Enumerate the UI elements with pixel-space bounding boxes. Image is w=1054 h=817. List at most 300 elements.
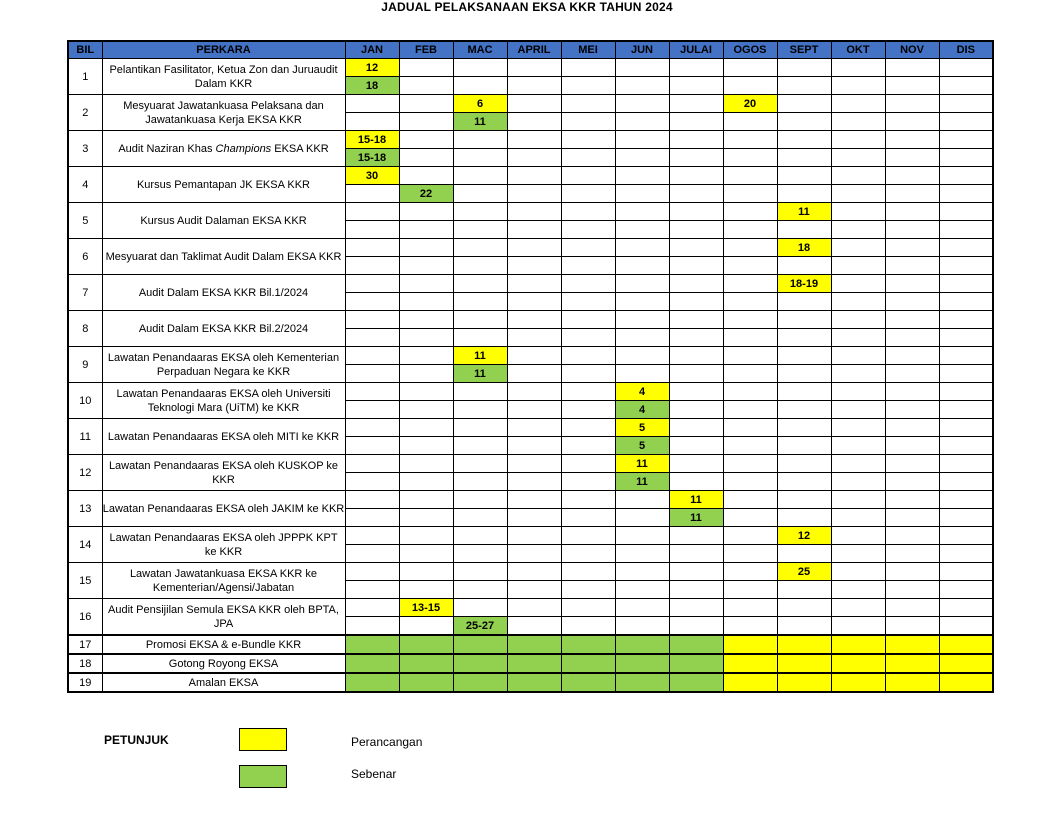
actual-cell-mei (561, 221, 615, 239)
plan-cell-feb (399, 167, 453, 185)
plan-cell-ogos (723, 383, 777, 401)
plan-cell-okt (831, 203, 885, 221)
month-header-mei: MEI (561, 41, 615, 59)
actual-cell-nov (885, 617, 939, 636)
actual-cell-dis (939, 221, 993, 239)
actual-cell-jan: 18 (345, 77, 399, 95)
actual-cell-feb (399, 149, 453, 167)
actual-cell-jun: 11 (615, 473, 669, 491)
actual-cell-mei (561, 617, 615, 636)
plan-cell-okt (831, 167, 885, 185)
plan-cell-mac (453, 167, 507, 185)
actual-cell-feb (399, 581, 453, 599)
plan-cell-jun (615, 491, 669, 509)
plan-cell-jan (345, 455, 399, 473)
actual-cell-mac (453, 185, 507, 203)
month-header-julai: JULAI (669, 41, 723, 59)
actual-cell-april (507, 654, 561, 673)
actual-cell-mei (561, 293, 615, 311)
actual-cell-sept (777, 113, 831, 131)
plan-cell-nov (885, 599, 939, 617)
plan-cell-jun (615, 275, 669, 293)
plan-cell-mac (453, 599, 507, 617)
actual-cell-julai (669, 293, 723, 311)
plan-cell-jan (345, 599, 399, 617)
actual-cell-feb (399, 509, 453, 527)
plan-cell-ogos (723, 239, 777, 257)
schedule-row (68, 311, 993, 329)
actual-cell-julai (669, 581, 723, 599)
plan-cell-feb (399, 383, 453, 401)
actual-cell-jun (615, 113, 669, 131)
row-activity: Promosi EKSA & e-Bundle KKR (102, 635, 345, 654)
plan-cell-dis (939, 599, 993, 617)
actual-cell-jun (615, 365, 669, 383)
plan-cell-jan: 12 (345, 59, 399, 77)
actual-cell-julai (669, 617, 723, 636)
legend-actual-label: Sebenar (351, 767, 397, 781)
actual-cell-okt (831, 77, 885, 95)
actual-cell-april (507, 401, 561, 419)
plan-cell-jun (615, 59, 669, 77)
plan-cell-feb (399, 203, 453, 221)
plan-cell-nov (885, 203, 939, 221)
header-bil: BIL (68, 41, 102, 59)
actual-cell-mac: 11 (453, 113, 507, 131)
row-activity: Lawatan Penandaaras EKSA oleh JAKIM ke KKR (102, 491, 345, 527)
row-activity: Lawatan Penandaaras EKSA oleh Kementerian Perpaduan Negara ke KKR (102, 347, 345, 383)
plan-cell-april (507, 275, 561, 293)
actual-cell-julai (669, 77, 723, 95)
row-number: 6 (68, 239, 102, 275)
actual-cell-mac (453, 77, 507, 95)
actual-cell-jun (615, 77, 669, 95)
actual-cell-dis (939, 617, 993, 636)
row-activity: Lawatan Jawatankuasa EKSA KKR ke Kementerian/Agensi/Jabatan (102, 563, 345, 599)
actual-cell-feb (399, 635, 453, 654)
plan-cell-ogos (723, 635, 777, 654)
row-activity: Audit Pensijilan Semula EKSA KKR oleh BPTA, JPA (102, 599, 345, 636)
plan-cell-dis (939, 347, 993, 365)
plan-cell-okt (831, 491, 885, 509)
plan-cell-julai (669, 599, 723, 617)
ongoing-row (68, 654, 993, 673)
actual-cell-april (507, 617, 561, 636)
plan-cell-sept (777, 59, 831, 77)
schedule-row (68, 95, 993, 113)
actual-cell-april (507, 77, 561, 95)
actual-cell-nov (885, 113, 939, 131)
actual-cell-julai (669, 149, 723, 167)
actual-cell-mei (561, 673, 615, 692)
plan-cell-mei (561, 203, 615, 221)
actual-cell-okt (831, 185, 885, 203)
plan-cell-okt (831, 239, 885, 257)
actual-cell-april (507, 473, 561, 491)
plan-cell-nov (885, 491, 939, 509)
actual-cell-april (507, 673, 561, 692)
plan-cell-nov (885, 673, 939, 692)
plan-cell-jun: 11 (615, 455, 669, 473)
actual-cell-jun (615, 221, 669, 239)
actual-cell-nov (885, 77, 939, 95)
plan-cell-jun (615, 239, 669, 257)
actual-cell-mei (561, 185, 615, 203)
actual-cell-ogos (723, 149, 777, 167)
actual-cell-sept (777, 293, 831, 311)
plan-cell-nov (885, 59, 939, 77)
actual-cell-mei (561, 365, 615, 383)
plan-cell-julai (669, 455, 723, 473)
plan-cell-nov (885, 347, 939, 365)
actual-cell-nov (885, 545, 939, 563)
plan-cell-feb (399, 347, 453, 365)
actual-cell-april (507, 257, 561, 275)
plan-cell-okt (831, 527, 885, 545)
schedule-row (68, 563, 993, 581)
actual-cell-okt (831, 437, 885, 455)
plan-cell-jun (615, 167, 669, 185)
actual-cell-april (507, 545, 561, 563)
plan-cell-ogos (723, 131, 777, 149)
actual-cell-julai (669, 545, 723, 563)
plan-cell-sept (777, 599, 831, 617)
plan-cell-nov (885, 455, 939, 473)
schedule-row (68, 203, 993, 221)
schedule-row (68, 491, 993, 509)
plan-cell-jan (345, 347, 399, 365)
actual-cell-mei (561, 329, 615, 347)
legend-actual-swatch (239, 765, 287, 788)
plan-cell-mac (453, 527, 507, 545)
schedule-row (68, 419, 993, 437)
plan-cell-dis (939, 239, 993, 257)
actual-cell-jan (345, 473, 399, 491)
plan-cell-sept: 12 (777, 527, 831, 545)
plan-cell-feb (399, 59, 453, 77)
plan-cell-dis (939, 95, 993, 113)
actual-cell-julai (669, 185, 723, 203)
plan-cell-april (507, 383, 561, 401)
actual-cell-jan: 15-18 (345, 149, 399, 167)
actual-cell-april (507, 509, 561, 527)
actual-cell-jun (615, 185, 669, 203)
actual-cell-ogos (723, 257, 777, 275)
actual-cell-dis (939, 257, 993, 275)
actual-cell-julai (669, 257, 723, 275)
plan-cell-april (507, 167, 561, 185)
plan-cell-ogos (723, 419, 777, 437)
plan-cell-dis (939, 275, 993, 293)
actual-cell-sept (777, 617, 831, 636)
actual-cell-april (507, 149, 561, 167)
actual-cell-sept (777, 329, 831, 347)
actual-cell-nov (885, 473, 939, 491)
plan-cell-feb (399, 527, 453, 545)
plan-cell-mac (453, 239, 507, 257)
actual-cell-sept (777, 221, 831, 239)
actual-cell-julai (669, 329, 723, 347)
plan-cell-julai (669, 203, 723, 221)
plan-cell-dis (939, 491, 993, 509)
plan-cell-jan (345, 419, 399, 437)
actual-cell-mac (453, 654, 507, 673)
plan-cell-dis (939, 654, 993, 673)
actual-cell-jun (615, 509, 669, 527)
month-header-okt: OKT (831, 41, 885, 59)
row-number: 10 (68, 383, 102, 419)
plan-cell-julai: 11 (669, 491, 723, 509)
plan-cell-nov (885, 239, 939, 257)
plan-cell-feb (399, 563, 453, 581)
schedule-row (68, 599, 993, 617)
plan-cell-okt (831, 673, 885, 692)
actual-cell-julai (669, 401, 723, 419)
actual-cell-jan (345, 545, 399, 563)
actual-cell-feb (399, 437, 453, 455)
actual-cell-jan (345, 673, 399, 692)
actual-cell-nov (885, 365, 939, 383)
actual-cell-mac (453, 221, 507, 239)
row-number: 15 (68, 563, 102, 599)
plan-cell-mac (453, 311, 507, 329)
actual-cell-mac (453, 635, 507, 654)
plan-cell-mac (453, 131, 507, 149)
plan-cell-mei (561, 419, 615, 437)
actual-cell-okt (831, 365, 885, 383)
plan-cell-julai (669, 275, 723, 293)
plan-cell-april (507, 347, 561, 365)
actual-cell-okt (831, 509, 885, 527)
actual-cell-julai (669, 221, 723, 239)
schedule-row (68, 59, 993, 77)
plan-cell-april (507, 419, 561, 437)
schedule-row (68, 131, 993, 149)
actual-cell-dis (939, 365, 993, 383)
actual-cell-jan (345, 635, 399, 654)
actual-cell-mei (561, 581, 615, 599)
plan-cell-nov (885, 654, 939, 673)
actual-cell-ogos (723, 113, 777, 131)
actual-cell-jan (345, 437, 399, 455)
plan-cell-sept (777, 491, 831, 509)
actual-cell-okt (831, 473, 885, 491)
plan-cell-jun (615, 527, 669, 545)
actual-cell-mac (453, 673, 507, 692)
plan-cell-jan (345, 239, 399, 257)
actual-cell-jan (345, 293, 399, 311)
actual-cell-mei (561, 257, 615, 275)
actual-cell-julai: 11 (669, 509, 723, 527)
actual-cell-dis (939, 473, 993, 491)
plan-cell-julai (669, 383, 723, 401)
plan-cell-jan (345, 203, 399, 221)
schedule-row (68, 455, 993, 473)
row-activity: Lawatan Penandaaras EKSA oleh KUSKOP ke KKR (102, 455, 345, 491)
plan-cell-sept (777, 95, 831, 113)
plan-cell-jun (615, 311, 669, 329)
plan-cell-mei (561, 59, 615, 77)
plan-cell-okt (831, 654, 885, 673)
row-number: 2 (68, 95, 102, 131)
actual-cell-jan (345, 401, 399, 419)
actual-cell-jun (615, 545, 669, 563)
plan-cell-julai (669, 239, 723, 257)
plan-cell-mei (561, 455, 615, 473)
plan-cell-julai (669, 167, 723, 185)
plan-cell-mei (561, 491, 615, 509)
actual-cell-sept (777, 365, 831, 383)
plan-cell-mac (453, 59, 507, 77)
actual-cell-nov (885, 149, 939, 167)
plan-cell-okt (831, 563, 885, 581)
row-number: 4 (68, 167, 102, 203)
actual-cell-ogos (723, 293, 777, 311)
plan-cell-mei (561, 239, 615, 257)
row-number: 18 (68, 654, 102, 673)
plan-cell-dis (939, 167, 993, 185)
actual-cell-ogos (723, 545, 777, 563)
actual-cell-feb: 22 (399, 185, 453, 203)
actual-cell-ogos (723, 581, 777, 599)
actual-cell-april (507, 365, 561, 383)
actual-cell-okt (831, 257, 885, 275)
actual-cell-dis (939, 113, 993, 131)
plan-cell-nov (885, 383, 939, 401)
legend-title: PETUNJUK (104, 733, 169, 747)
plan-cell-okt (831, 419, 885, 437)
actual-cell-nov (885, 437, 939, 455)
actual-cell-mei (561, 473, 615, 491)
actual-cell-mei (561, 545, 615, 563)
plan-cell-ogos (723, 527, 777, 545)
plan-cell-mac (453, 455, 507, 473)
actual-cell-dis (939, 581, 993, 599)
row-activity: Mesyuarat dan Taklimat Audit Dalam EKSA KKR (102, 239, 345, 275)
actual-cell-mac: 25-27 (453, 617, 507, 636)
actual-cell-jan (345, 509, 399, 527)
plan-cell-feb: 13-15 (399, 599, 453, 617)
actual-cell-mac (453, 473, 507, 491)
plan-cell-ogos (723, 275, 777, 293)
actual-cell-julai (669, 113, 723, 131)
plan-cell-sept (777, 131, 831, 149)
month-header-sept: SEPT (777, 41, 831, 59)
plan-cell-dis (939, 419, 993, 437)
actual-cell-sept (777, 401, 831, 419)
plan-cell-jun: 4 (615, 383, 669, 401)
row-activity: Amalan EKSA (102, 673, 345, 692)
row-activity: Audit Dalam EKSA KKR Bil.1/2024 (102, 275, 345, 311)
plan-cell-ogos (723, 59, 777, 77)
actual-cell-mei (561, 654, 615, 673)
actual-cell-okt (831, 581, 885, 599)
plan-cell-feb (399, 95, 453, 113)
plan-cell-jan (345, 491, 399, 509)
plan-cell-jun (615, 347, 669, 365)
actual-cell-april (507, 221, 561, 239)
plan-cell-sept: 18 (777, 239, 831, 257)
plan-cell-dis (939, 527, 993, 545)
plan-cell-mei (561, 383, 615, 401)
plan-cell-sept (777, 419, 831, 437)
plan-cell-sept: 25 (777, 563, 831, 581)
actual-cell-april (507, 635, 561, 654)
row-number: 17 (68, 635, 102, 654)
actual-cell-jun: 4 (615, 401, 669, 419)
actual-cell-feb (399, 257, 453, 275)
actual-cell-jun (615, 329, 669, 347)
row-number: 5 (68, 203, 102, 239)
actual-cell-jan (345, 654, 399, 673)
actual-cell-feb (399, 617, 453, 636)
plan-cell-ogos (723, 347, 777, 365)
actual-cell-jan (345, 365, 399, 383)
row-activity: Audit Dalam EKSA KKR Bil.2/2024 (102, 311, 345, 347)
plan-cell-okt (831, 275, 885, 293)
actual-cell-sept (777, 473, 831, 491)
actual-cell-ogos (723, 617, 777, 636)
row-number: 7 (68, 275, 102, 311)
plan-cell-nov (885, 131, 939, 149)
plan-cell-jan: 15-18 (345, 131, 399, 149)
actual-cell-mac (453, 581, 507, 599)
actual-cell-jan (345, 581, 399, 599)
actual-cell-mei (561, 77, 615, 95)
plan-cell-ogos (723, 203, 777, 221)
actual-cell-mei (561, 437, 615, 455)
row-activity: Audit Naziran Khas Champions EKSA KKR (102, 131, 345, 167)
row-activity: Lawatan Penandaaras EKSA oleh JPPPK KPT ke KKR (102, 527, 345, 563)
plan-cell-sept (777, 673, 831, 692)
actual-cell-nov (885, 509, 939, 527)
plan-cell-feb (399, 131, 453, 149)
actual-cell-julai (669, 654, 723, 673)
plan-cell-april (507, 563, 561, 581)
actual-cell-julai (669, 473, 723, 491)
plan-cell-ogos (723, 673, 777, 692)
plan-cell-jan (345, 527, 399, 545)
plan-cell-jun (615, 599, 669, 617)
row-number: 9 (68, 347, 102, 383)
plan-cell-ogos (723, 599, 777, 617)
actual-cell-okt (831, 545, 885, 563)
actual-cell-mei (561, 149, 615, 167)
actual-cell-mei (561, 113, 615, 131)
plan-cell-julai (669, 419, 723, 437)
plan-cell-okt (831, 311, 885, 329)
plan-cell-jan (345, 311, 399, 329)
actual-cell-okt (831, 617, 885, 636)
actual-cell-dis (939, 185, 993, 203)
plan-cell-okt (831, 347, 885, 365)
plan-cell-feb (399, 311, 453, 329)
actual-cell-ogos (723, 221, 777, 239)
row-number: 14 (68, 527, 102, 563)
actual-cell-mac (453, 257, 507, 275)
plan-cell-ogos (723, 654, 777, 673)
plan-cell-april (507, 95, 561, 113)
month-header-jun: JUN (615, 41, 669, 59)
plan-cell-mei (561, 131, 615, 149)
plan-cell-nov (885, 419, 939, 437)
actual-cell-dis (939, 401, 993, 419)
plan-cell-feb (399, 275, 453, 293)
plan-cell-mei (561, 347, 615, 365)
plan-cell-mac (453, 383, 507, 401)
row-number: 13 (68, 491, 102, 527)
plan-cell-ogos (723, 455, 777, 473)
